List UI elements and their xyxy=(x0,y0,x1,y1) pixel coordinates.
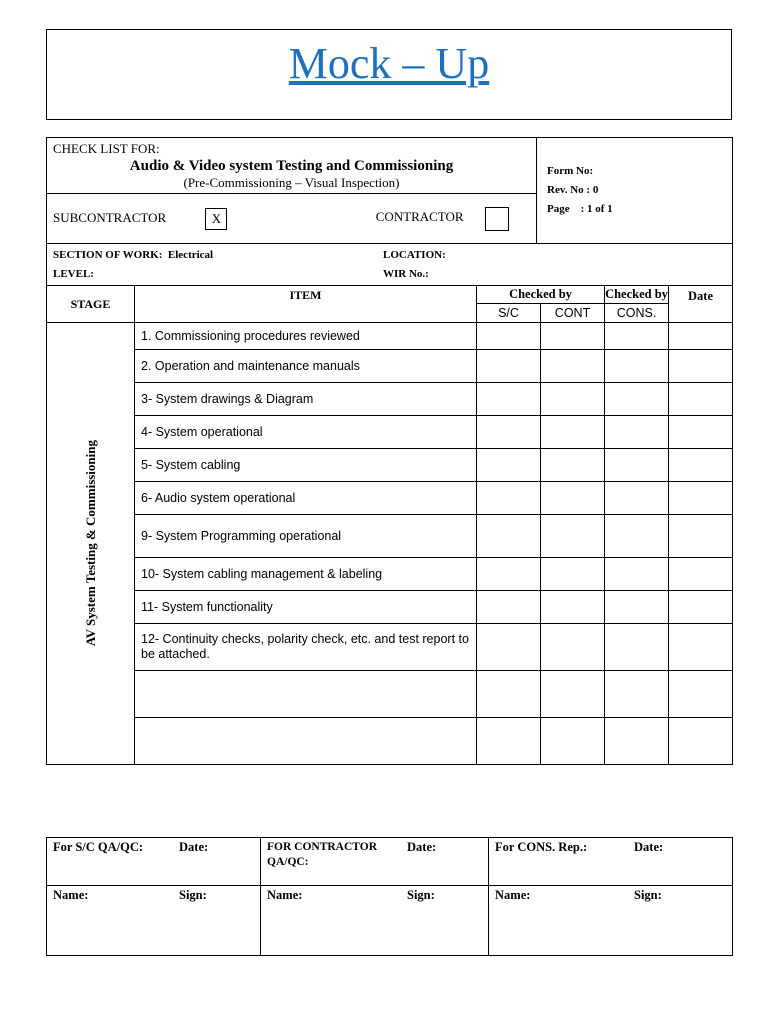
checklist-header xyxy=(46,137,733,286)
checklist-title-cell xyxy=(47,138,537,194)
form-no-label: Form No: xyxy=(547,165,594,177)
check-cons[interactable] xyxy=(605,558,669,591)
check-date[interactable] xyxy=(669,718,733,765)
check-sc[interactable] xyxy=(477,515,541,558)
sc-qaqc-cell xyxy=(47,838,261,886)
check-date[interactable] xyxy=(669,323,733,350)
section-location-cell xyxy=(47,244,733,286)
item-row-11 xyxy=(135,671,477,718)
item-row-6: 6- Audio system operational xyxy=(135,482,477,515)
party-row xyxy=(47,194,537,244)
check-cont[interactable] xyxy=(541,718,605,765)
contractor-label: CONTRACTOR xyxy=(375,209,464,225)
check-cons[interactable] xyxy=(605,718,669,765)
check-cons[interactable] xyxy=(605,482,669,515)
check-cons[interactable] xyxy=(605,671,669,718)
location-label: LOCATION: xyxy=(383,248,446,261)
check-cons[interactable] xyxy=(605,323,669,350)
check-cons[interactable] xyxy=(605,350,669,383)
checklist-subject: Audio & Video system Testing and Commissioning xyxy=(129,157,454,174)
check-cont[interactable] xyxy=(541,416,605,449)
check-sc[interactable] xyxy=(477,718,541,765)
level-label: LEVEL: xyxy=(53,267,94,280)
item-row-10: 12- Continuity checks, polarity check, etc. and test report to be attached. xyxy=(135,624,477,671)
check-date[interactable] xyxy=(669,591,733,624)
item-row-4: 4- System operational xyxy=(135,416,477,449)
check-cont[interactable] xyxy=(541,671,605,718)
check-sc[interactable] xyxy=(477,323,541,350)
sc-date-label: Date: xyxy=(179,840,209,854)
cons-sign-label: Sign: xyxy=(634,888,662,902)
check-date[interactable] xyxy=(669,515,733,558)
check-date[interactable] xyxy=(669,482,733,515)
check-sc[interactable] xyxy=(477,482,541,515)
check-cons[interactable] xyxy=(605,515,669,558)
cons-sign-cell xyxy=(489,886,733,956)
check-date[interactable] xyxy=(669,449,733,482)
check-cont[interactable] xyxy=(541,558,605,591)
check-sc[interactable] xyxy=(477,591,541,624)
sc-qaqc-label: For S/C QA/QC: xyxy=(53,840,144,854)
cons-rep-label: For CONS. Rep.: xyxy=(495,840,588,854)
contractor-sign-cell xyxy=(261,886,489,956)
sc-name-label: Name: xyxy=(53,888,89,902)
check-sc[interactable] xyxy=(477,350,541,383)
contractor-sign-label: Sign: xyxy=(407,888,435,902)
contractor-qaqc-label: FOR CONTRACTOR QA/QC: xyxy=(267,841,378,868)
item-row-7: 9- System Programming operational xyxy=(135,515,477,558)
checked-by-header-2: Checked by xyxy=(605,286,669,304)
contractor-checkbox[interactable] xyxy=(485,207,509,231)
check-date[interactable] xyxy=(669,558,733,591)
check-date[interactable] xyxy=(669,671,733,718)
check-date[interactable] xyxy=(669,383,733,416)
check-cons[interactable] xyxy=(605,624,669,671)
signoff-table xyxy=(46,837,733,956)
wir-label: WIR No.: xyxy=(383,267,429,280)
stage-header: STAGE xyxy=(47,286,135,323)
check-cont[interactable] xyxy=(541,383,605,416)
sc-sign-cell xyxy=(47,886,261,956)
check-sc[interactable] xyxy=(477,449,541,482)
check-sc[interactable] xyxy=(477,416,541,449)
checklist-for-label: CHECK LIST FOR: xyxy=(53,140,160,156)
form-info-cell xyxy=(537,138,733,244)
subcontractor-checkbox[interactable]: X xyxy=(205,208,227,230)
item-row-1: 1. Commissioning procedures reviewed xyxy=(135,323,477,350)
check-cont[interactable] xyxy=(541,624,605,671)
checklist-table xyxy=(46,285,733,765)
page-value: : 1 of 1 xyxy=(580,203,613,215)
contractor-name-label: Name: xyxy=(267,888,303,902)
check-cont[interactable] xyxy=(541,515,605,558)
item-row-8: 10- System cabling management & labeling xyxy=(135,558,477,591)
check-cons[interactable] xyxy=(605,591,669,624)
sc-header: S/C xyxy=(477,304,541,323)
page-label: Page xyxy=(547,203,570,215)
rev-no-value: : 0 xyxy=(586,184,599,196)
item-row-5: 5- System cabling xyxy=(135,449,477,482)
check-cons[interactable] xyxy=(605,449,669,482)
cons-name-label: Name: xyxy=(495,888,531,902)
stage-label: AV System Testing & Commissioning xyxy=(82,440,98,647)
page-title: Mock – Up xyxy=(288,39,490,88)
item-row-2: 2. Operation and maintenance manuals xyxy=(135,350,477,383)
contractor-qaqc-cell xyxy=(261,838,489,886)
title-box xyxy=(46,29,732,120)
checklist-subtitle: (Pre-Commissioning – Visual Inspection) xyxy=(183,174,400,190)
check-cont[interactable] xyxy=(541,482,605,515)
cont-header: CONT xyxy=(541,304,605,323)
check-date[interactable] xyxy=(669,350,733,383)
check-cons[interactable] xyxy=(605,416,669,449)
check-cont[interactable] xyxy=(541,591,605,624)
check-cons[interactable] xyxy=(605,383,669,416)
date-header: Date xyxy=(669,286,733,323)
contractor-date-label: Date: xyxy=(407,840,437,854)
cons-date-label: Date: xyxy=(634,840,664,854)
checked-by-header-1: Checked by xyxy=(477,286,605,304)
subcontractor-label: SUBCONTRACTOR xyxy=(53,209,167,225)
section-of-work-label: SECTION OF WORK: xyxy=(53,248,163,261)
check-cont[interactable] xyxy=(541,350,605,383)
item-header: ITEM xyxy=(135,286,477,323)
item-row-3: 3- System drawings & Diagram xyxy=(135,383,477,416)
check-cont[interactable] xyxy=(541,449,605,482)
cons-rep-cell xyxy=(489,838,733,886)
item-row-12 xyxy=(135,718,477,765)
check-date[interactable] xyxy=(669,624,733,671)
check-cont[interactable] xyxy=(541,323,605,350)
check-sc[interactable] xyxy=(477,558,541,591)
rev-no-label: Rev. No xyxy=(547,184,584,196)
check-sc[interactable] xyxy=(477,624,541,671)
cons-header: CONS. xyxy=(605,304,669,323)
stage-cell xyxy=(47,323,135,765)
sc-sign-label: Sign: xyxy=(179,888,207,902)
check-sc[interactable] xyxy=(477,671,541,718)
section-of-work-value: Electrical xyxy=(167,248,214,261)
item-row-9: 11- System functionality xyxy=(135,591,477,624)
check-date[interactable] xyxy=(669,416,733,449)
check-sc[interactable] xyxy=(477,383,541,416)
